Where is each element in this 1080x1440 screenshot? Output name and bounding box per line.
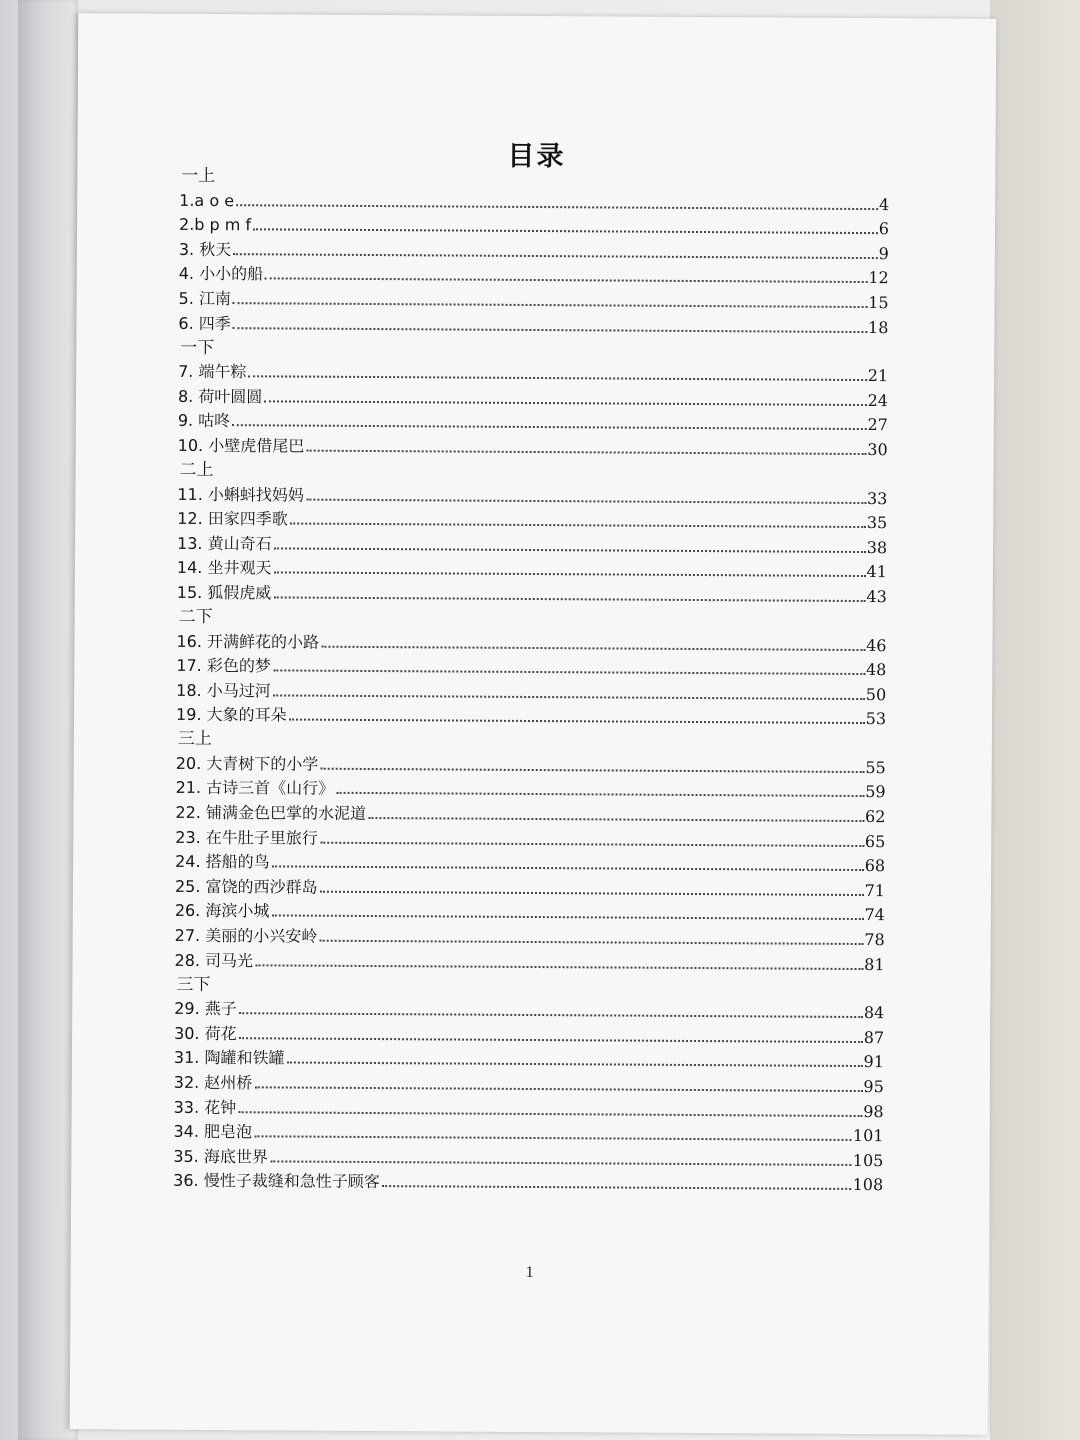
toc-entry-label: 16. 开满鲜花的小路 [176, 631, 320, 652]
toc-entry-label: 12. 田家四季歌 [177, 508, 288, 529]
toc-entry [176, 751, 886, 780]
toc-entry-label: 35. 海底世界 [173, 1146, 268, 1167]
toc-entry-page: 98 [863, 1101, 884, 1121]
toc-entry-label: 14. 坐井观天 [176, 558, 272, 578]
toc-entry-page: 50 [865, 684, 887, 704]
dot-leader [254, 1085, 862, 1092]
dot-leader [306, 497, 866, 503]
section-heading: 一下 [180, 337, 215, 358]
dot-leader [238, 1110, 862, 1117]
toc-entry-page: 33 [866, 488, 888, 508]
section-heading: 三上 [177, 729, 212, 750]
binding-edge [18, 0, 78, 1440]
toc-entry-page: 78 [864, 930, 885, 950]
toc-entry-page: 65 [864, 831, 886, 851]
toc-entry-label: 27. 美丽的小兴安岭 [174, 925, 318, 946]
toc-entry-page: 101 [852, 1126, 884, 1146]
toc-entry-label: 26. 海滨小城 [174, 901, 270, 921]
toc-entry-page: 71 [864, 880, 886, 900]
toc-entry-page: 27 [867, 415, 888, 435]
dot-leader [290, 522, 866, 529]
dot-leader [382, 1184, 852, 1190]
toc-entry-label: 23. 在牛肚子里旅行 [175, 827, 318, 848]
toc-entry [176, 703, 886, 732]
section-heading: 一上 [181, 165, 216, 187]
toc-entry-page: 108 [852, 1175, 884, 1195]
toc-entry-label: 11. 小蝌蚪找妈妈 [177, 484, 305, 505]
toc-entry-page: 6 [878, 219, 890, 239]
toc-entry-label: 30. 荷花 [174, 1023, 237, 1044]
dot-leader [273, 595, 865, 602]
toc-entry [175, 800, 885, 829]
toc-entry-page: 48 [865, 660, 887, 680]
toc-entry [174, 1046, 884, 1075]
toc-entry-label: 21. 古诗三首《山行》 [175, 778, 335, 799]
toc-entry-page: 35 [866, 513, 888, 533]
toc-entry-label: 4. 小小的船 [178, 264, 264, 284]
toc-entry-label: 22. 铺满金色巴掌的水泥道 [175, 802, 367, 824]
toc-entry-label: 25. 富饶的西沙群岛 [174, 876, 318, 897]
toc-entry-page: 4 [878, 194, 890, 214]
toc-entry-page: 9 [878, 243, 889, 263]
toc-entry [175, 923, 885, 952]
toc-entry-label: 10. 小壁虎借尾巴 [177, 435, 305, 456]
dot-leader [289, 718, 865, 725]
dot-leader [286, 1061, 862, 1068]
page-number: 1 [525, 1263, 534, 1282]
toc-entry-label: 34. 肥皂泡 [173, 1121, 253, 1142]
dot-leader [236, 203, 878, 210]
dot-leader [321, 644, 865, 650]
toc-entry-page: 24 [867, 390, 889, 410]
toc-entry-label: 17. 彩色的梦 [176, 655, 271, 676]
dot-leader [232, 424, 866, 431]
toc-entry [175, 874, 885, 903]
dot-leader [306, 449, 866, 455]
toc-entry-label: 13. 黄山奇石 [177, 533, 272, 554]
dot-leader [272, 865, 864, 872]
toc-entry-label: 29. 燕子 [174, 999, 237, 1019]
toc-entry-page: 105 [852, 1150, 884, 1170]
toc-entry-page: 55 [865, 757, 886, 778]
toc-entry-label: 28. 司马光 [174, 950, 254, 970]
toc-entry-label: 18. 小马过河 [176, 680, 271, 701]
dot-leader [233, 252, 877, 259]
dot-leader [254, 1134, 852, 1141]
dot-leader [274, 546, 866, 553]
section-heading: 二下 [178, 606, 213, 627]
toc-entry [177, 506, 887, 535]
dot-leader [265, 277, 867, 284]
dot-leader [239, 1036, 863, 1043]
toc-entry-label: 33. 花钟 [173, 1097, 237, 1117]
dot-leader [264, 399, 866, 406]
toc-entry-page: 81 [864, 954, 885, 974]
page-title: 目录 [507, 140, 566, 173]
toc-entry-label: 36. 慢性子裁缝和急性子顾客 [173, 1171, 380, 1192]
toc-entry-page: 43 [866, 586, 887, 607]
dot-leader [273, 571, 865, 578]
dot-leader [270, 1159, 852, 1166]
toc-entry [177, 482, 887, 511]
toc-entry-page: 59 [865, 782, 886, 802]
toc-entry-label: 31. 陶罐和铁罐 [173, 1048, 285, 1068]
toc-entry-page: 84 [863, 1003, 885, 1023]
dot-leader [271, 914, 863, 921]
toc-entry-page: 53 [865, 709, 887, 729]
dot-leader [336, 791, 864, 797]
dot-leader [233, 326, 867, 333]
table-surface [990, 0, 1080, 1440]
dot-leader [320, 890, 864, 896]
toc-entry-page: 62 [865, 807, 886, 827]
toc-entry-page: 30 [867, 439, 888, 460]
toc-entry-label: 19. 大象的耳朵 [175, 705, 287, 725]
toc-entry-label: 9. 咕咚 [177, 411, 231, 431]
toc-entry-label: 15. 狐假虎威 [176, 582, 272, 603]
toc-entry-page: 41 [866, 562, 887, 582]
toc-entry [176, 776, 886, 805]
toc-entry-page: 12 [868, 268, 889, 288]
table-of-contents [173, 164, 889, 1198]
toc-entry-label: 1.a o e [179, 190, 235, 210]
toc-entry-label: 24. 搭船的鸟 [175, 852, 270, 872]
toc-entry-label: 7. 端午粽 [178, 361, 247, 382]
toc-entry-label: 3. 秋天 [178, 239, 232, 259]
toc-entry-label: 2.b p m f [178, 215, 252, 235]
document-page [70, 13, 997, 1435]
toc-entry-page: 95 [863, 1077, 884, 1097]
dot-leader [273, 669, 865, 676]
section-heading: 二上 [179, 459, 214, 480]
dot-leader [368, 816, 864, 822]
dot-leader [320, 840, 864, 846]
toc-entry [178, 433, 888, 462]
dot-leader [319, 939, 863, 945]
dot-leader [255, 963, 863, 970]
toc-entry-label: 32. 赵州桥 [173, 1072, 253, 1093]
dot-leader [320, 767, 864, 773]
dot-leader [233, 301, 867, 308]
dot-leader [239, 1011, 863, 1018]
toc-entry-page: 21 [867, 366, 889, 386]
section-heading: 三下 [176, 974, 211, 995]
toc-entry-page: 91 [863, 1052, 884, 1072]
toc-entry-page: 38 [866, 537, 888, 557]
dot-leader [248, 374, 866, 381]
toc-entry-page: 18 [868, 317, 889, 337]
toc-entry [176, 629, 886, 658]
toc-entry-label: 20. 大青树下的小学 [175, 753, 319, 774]
toc-entry-page: 46 [866, 635, 887, 655]
toc-entry [175, 825, 885, 854]
toc-entry-label: 6. 四季 [178, 313, 231, 333]
toc-entry-page: 15 [868, 293, 889, 313]
toc-entry-page: 87 [863, 1027, 885, 1047]
toc-entry-label: 8. 荷叶圆圆 [177, 386, 263, 407]
dot-leader [273, 693, 865, 700]
toc-entry [173, 1169, 883, 1198]
toc-entry-page: 68 [864, 856, 886, 876]
dot-leader [253, 227, 878, 234]
toc-entry-label: 5. 江南 [178, 288, 232, 309]
toc-entry-page: 74 [864, 905, 885, 925]
